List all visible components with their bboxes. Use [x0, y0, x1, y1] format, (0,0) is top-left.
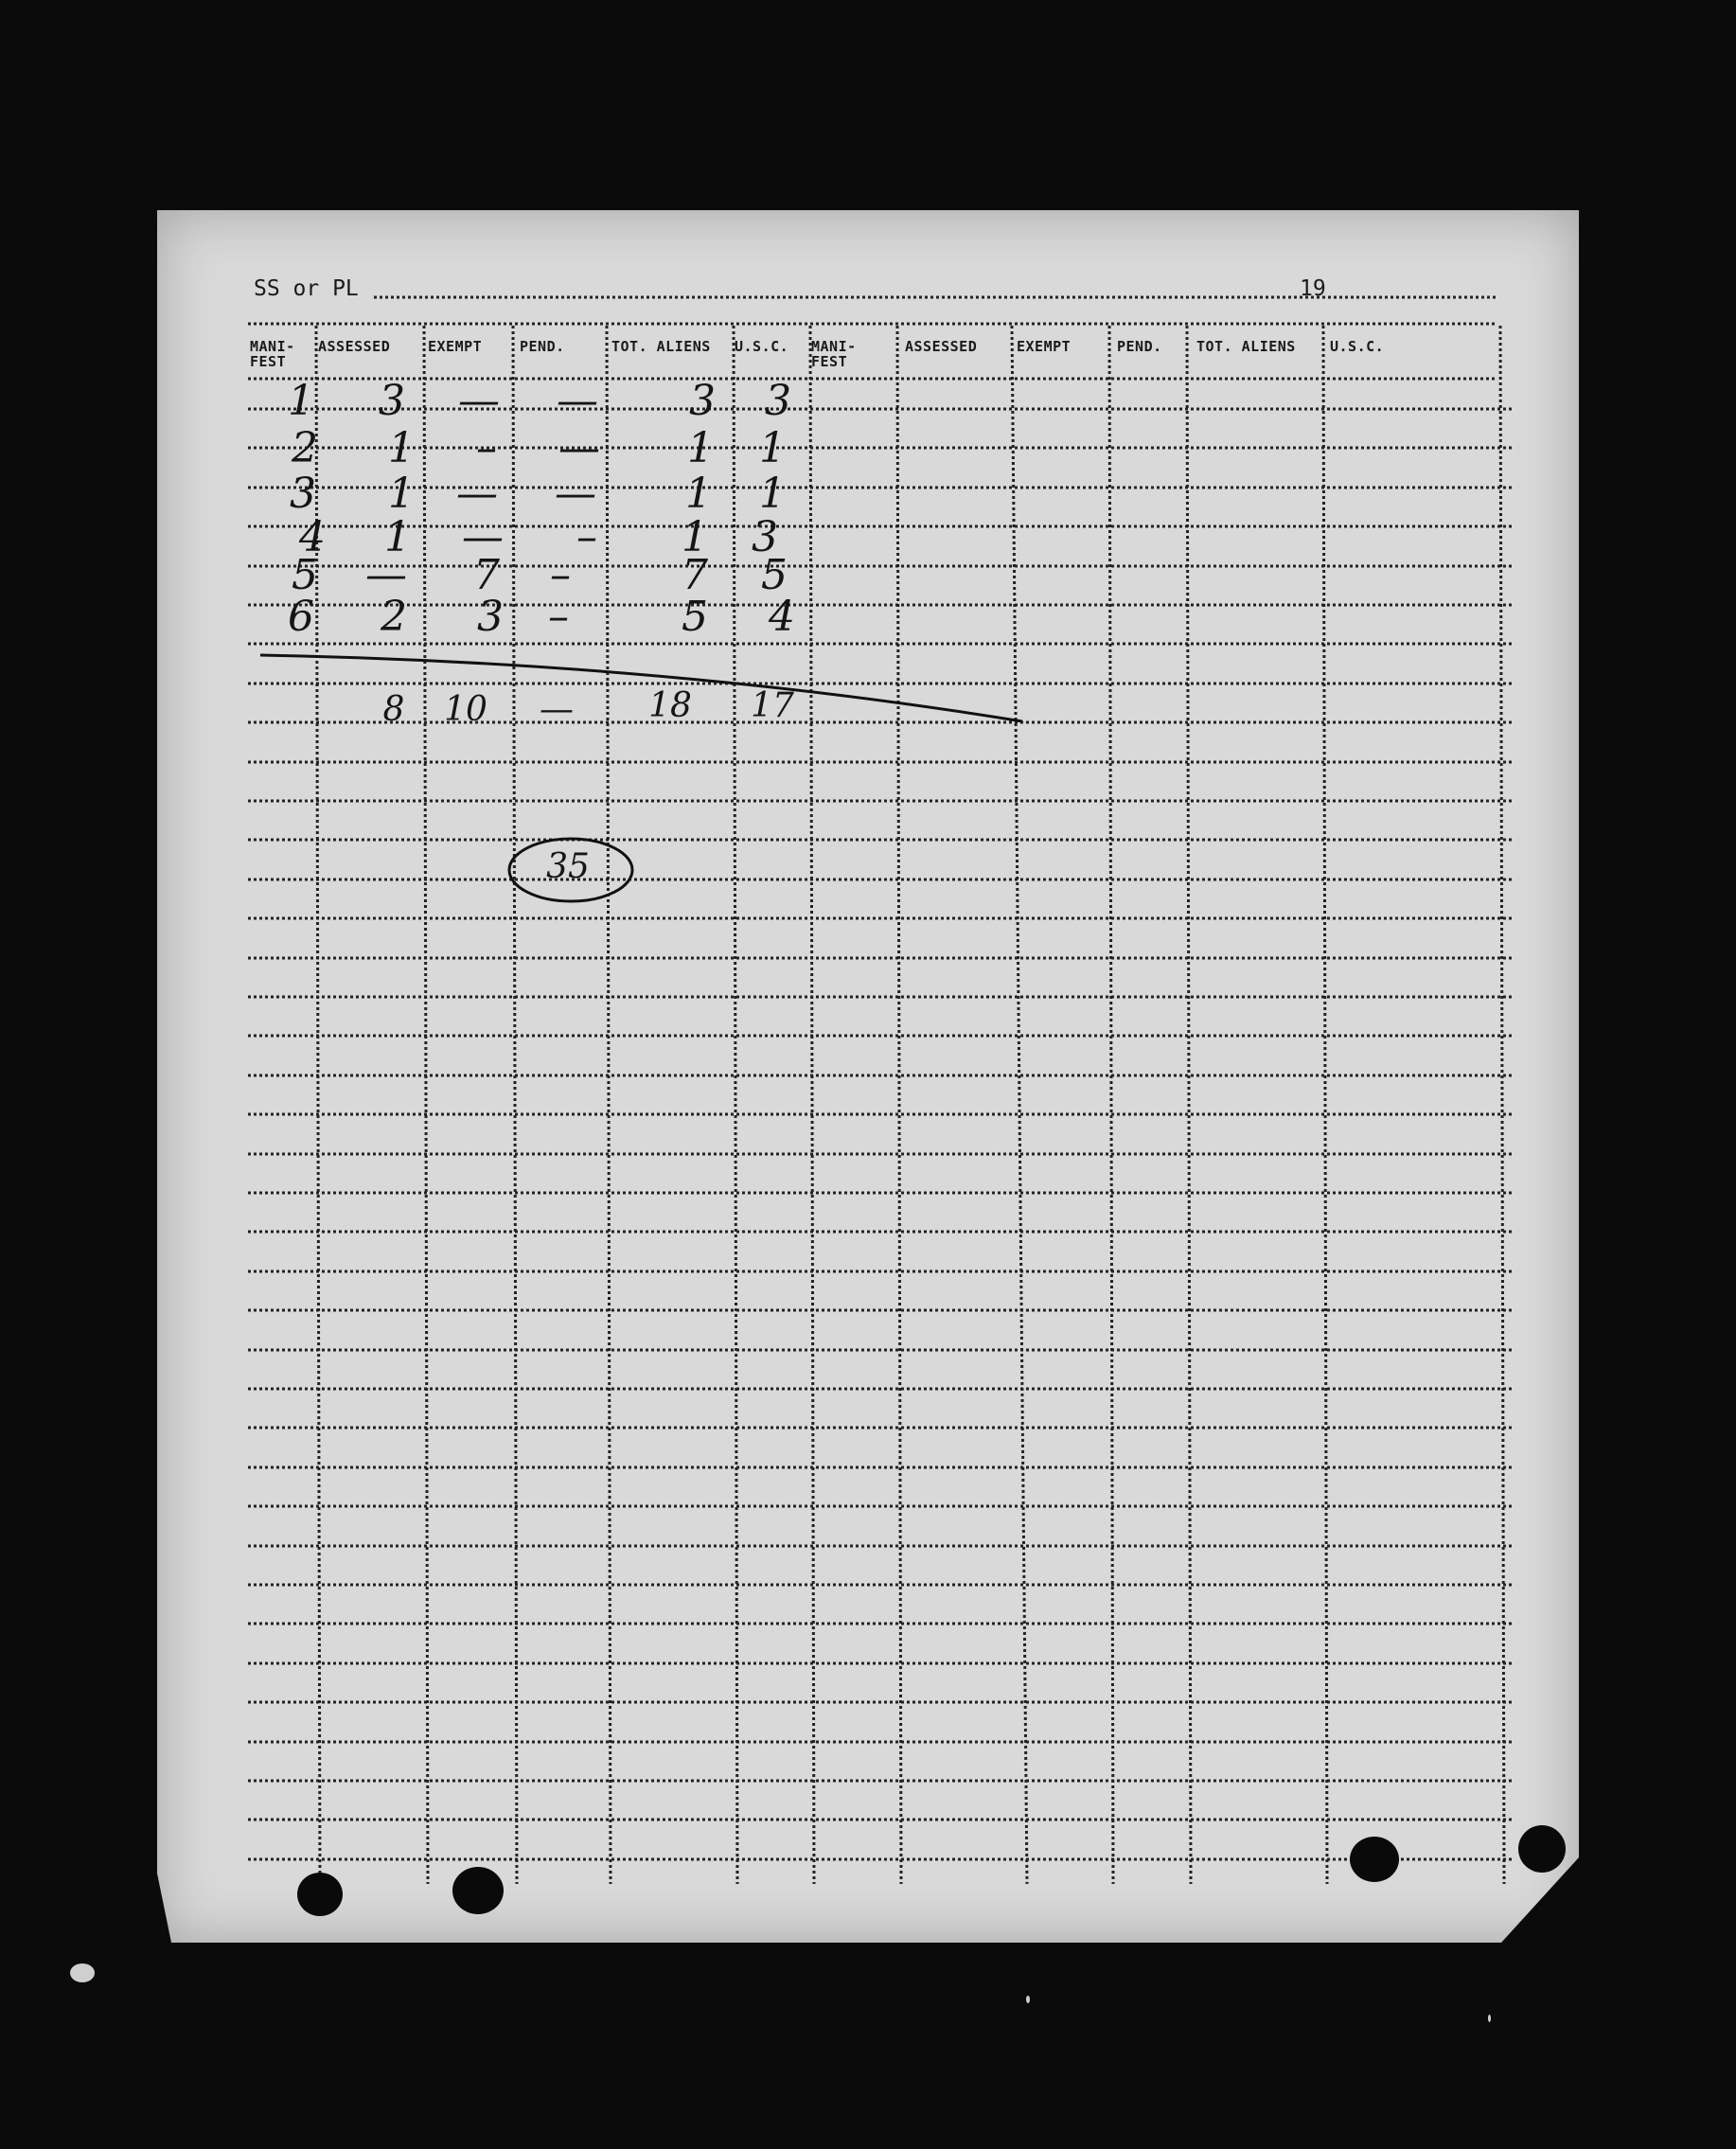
- header-tot-aliens-left: TOT. ALIENS: [611, 338, 711, 355]
- year-prefix: 19: [1300, 276, 1326, 301]
- total-pend: —: [540, 690, 574, 729]
- cell-manifest: 2: [292, 424, 318, 472]
- cell-pend: —: [555, 470, 596, 518]
- column-rule: [1187, 326, 1191, 1884]
- ship-label: SS or PL: [254, 276, 359, 301]
- cell-pend: –: [550, 551, 571, 599]
- header-manifest-right: MANI- FEST: [811, 338, 857, 370]
- cell-pend: —: [557, 377, 598, 425]
- cell-assessed: 3: [379, 377, 405, 425]
- cell-assessed: —: [365, 551, 407, 599]
- column-rule: [1012, 326, 1027, 1884]
- cell-pend: –: [576, 513, 597, 561]
- cell-usc: 1: [759, 470, 786, 518]
- column-rule: [1323, 326, 1327, 1884]
- header-assessed-right: ASSESSED: [905, 338, 978, 355]
- punch-hole: [1518, 1825, 1566, 1873]
- cell-assessed: 1: [384, 513, 411, 561]
- column-rule: [607, 326, 611, 1884]
- header-assessed-left: ASSESSED: [318, 338, 391, 355]
- header-usc-right: U.S.C.: [1330, 338, 1385, 355]
- cell-usc: 3: [752, 513, 778, 561]
- dust-speck: [1488, 2015, 1491, 2022]
- cell-usc: 3: [765, 377, 791, 425]
- cell-assessed: 1: [388, 424, 415, 472]
- cell-manifest: 6: [288, 593, 314, 641]
- column-rule: [424, 326, 428, 1884]
- punch-hole: [1350, 1837, 1399, 1882]
- cell-pend: —: [558, 424, 600, 472]
- column-rule: [513, 326, 517, 1884]
- cell-exempt: —: [456, 470, 498, 518]
- cell-manifest: 3: [290, 470, 316, 518]
- cell-exempt: 3: [477, 593, 504, 641]
- cell-usc: 5: [761, 551, 788, 599]
- punch-hole: [297, 1873, 343, 1916]
- total-tot-aliens: 18: [648, 686, 692, 725]
- cell-assessed: 1: [388, 470, 415, 518]
- dust-speck: [1026, 1996, 1030, 2003]
- grand-total: 35: [546, 847, 590, 886]
- dust-speck: [70, 1963, 95, 1982]
- cell-usc: 1: [759, 424, 786, 472]
- cell-usc: 4: [769, 593, 795, 641]
- total-usc: 17: [751, 686, 794, 725]
- column-rule: [734, 326, 737, 1884]
- cell-exempt: —: [462, 513, 504, 561]
- cell-tot-aliens: 1: [682, 513, 708, 561]
- total-assessed: 8: [382, 690, 405, 729]
- column-rule: [897, 326, 901, 1884]
- header-pend-left: PEND.: [520, 338, 565, 355]
- header-manifest-left: MANI- FEST: [250, 338, 295, 370]
- cell-manifest: 4: [299, 513, 326, 561]
- cell-pend: –: [548, 593, 569, 641]
- punch-hole: [452, 1867, 504, 1914]
- cell-tot-aliens: 3: [689, 377, 716, 425]
- total-underline: [260, 655, 1022, 721]
- header-tot-aliens-right: TOT. ALIENS: [1196, 338, 1296, 355]
- column-rule: [1500, 326, 1504, 1884]
- cell-tot-aliens: 1: [685, 470, 712, 518]
- column-rule: [1109, 326, 1113, 1884]
- header-exempt-left: EXEMPT: [428, 338, 483, 355]
- cell-exempt: —: [458, 377, 500, 425]
- column-rule: [810, 326, 814, 1884]
- cell-tot-aliens: 7: [682, 551, 708, 599]
- cell-tot-aliens: 5: [682, 593, 708, 641]
- total-exempt: 10: [444, 690, 487, 729]
- cell-manifest: 1: [288, 377, 314, 425]
- cell-manifest: 5: [292, 551, 318, 599]
- header-exempt-right: EXEMPT: [1017, 338, 1072, 355]
- cell-exempt: 7: [473, 551, 500, 599]
- cell-exempt: –: [476, 424, 497, 472]
- cell-assessed: 2: [381, 593, 407, 641]
- header-pend-right: PEND.: [1117, 338, 1162, 355]
- cell-tot-aliens: 1: [687, 424, 714, 472]
- header-usc-left: U.S.C.: [735, 338, 789, 355]
